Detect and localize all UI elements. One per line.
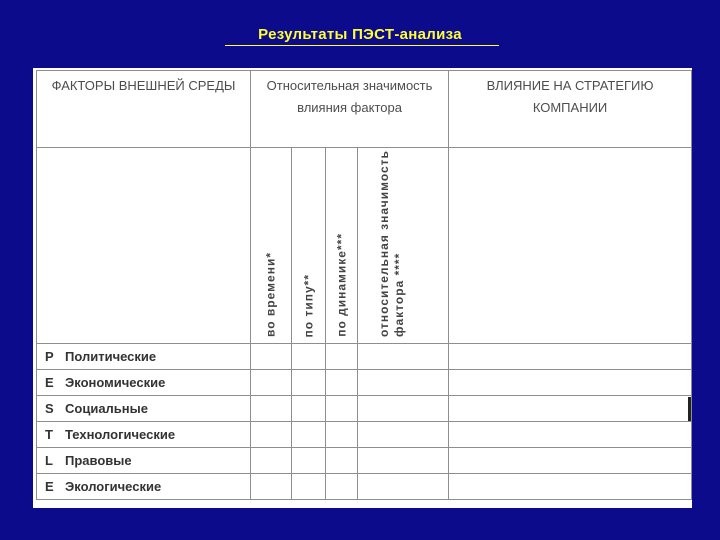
pest-sheet <box>33 68 692 508</box>
factor-letter: L <box>45 453 53 468</box>
table-row <box>37 344 692 370</box>
table-row <box>37 370 692 396</box>
factor-name: Социальные <box>65 401 148 416</box>
subheader-relative-cell <box>358 148 449 344</box>
slide-title: Результаты ПЭСТ-анализа <box>258 26 462 43</box>
table-row <box>37 396 692 422</box>
factor-letter: E <box>45 375 54 390</box>
header-factors: ФАКТОРЫ ВНЕШНЕЙ СРЕДЫ <box>37 71 251 148</box>
factor-letter: S <box>45 401 54 416</box>
edge-marker <box>688 397 691 421</box>
factor-name: Экономические <box>65 375 166 390</box>
factor-name: Экологические <box>65 479 162 494</box>
factors-blank-cell <box>37 148 251 344</box>
factor-letter: E <box>45 479 54 494</box>
impact-blank-cell <box>449 148 692 344</box>
pest-table <box>36 70 692 500</box>
title-underline <box>225 45 499 46</box>
factor-name: Правовые <box>65 453 132 468</box>
table-row <box>37 422 692 448</box>
table-row <box>37 474 692 500</box>
subheader-dynamics: по динамике*** <box>334 233 348 337</box>
subheader-type-cell <box>292 148 326 344</box>
subheader-time-cell <box>251 148 292 344</box>
subheader-relative: относительная значимость фактора **** <box>377 150 407 337</box>
factor-letter: P <box>45 349 54 364</box>
header-significance: Относительная значимость влияния фактора <box>251 71 449 148</box>
subheader-time: во времени* <box>263 252 278 337</box>
factor-letter: T <box>45 427 53 442</box>
subheader-type: по типу** <box>301 273 315 337</box>
subheader-dynamics-cell <box>326 148 358 344</box>
table-row <box>37 448 692 474</box>
factor-name: Технологические <box>65 427 176 442</box>
factor-name: Политические <box>65 349 157 364</box>
header-impact: ВЛИЯНИЕ НА СТРАТЕГИЮ КОМПАНИИ <box>449 71 692 148</box>
